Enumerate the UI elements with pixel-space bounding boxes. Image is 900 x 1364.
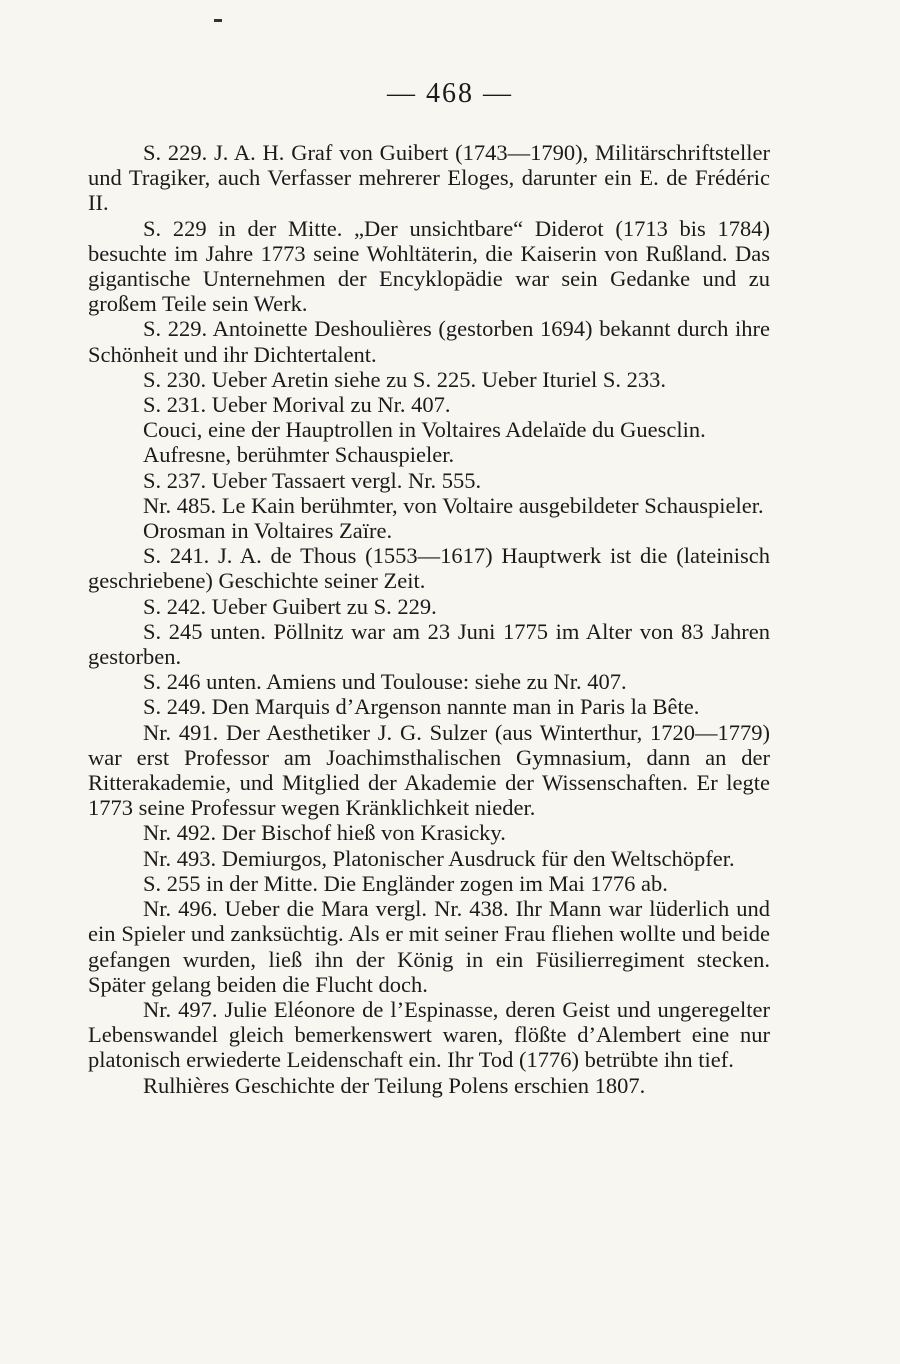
- note-entry: Rulhières Geschichte der Teilung Polens erschien 1807.: [143, 1072, 646, 1098]
- page-number: — 468 —: [387, 78, 513, 109]
- notes-body: [88, 140, 770, 1098]
- note-entry: Aufresne, berühmter Schauspieler.: [143, 442, 455, 468]
- note-entry: S. 241. J. A. de Thous (1553—1617) Hauptwerk ist die (lateinisch geschriebene) Geschichte seiner Zeit.: [88, 543, 770, 594]
- note-entry: S. 249. Den Marquis d’Argenson nannte man in Paris la Bête.: [143, 694, 700, 720]
- note-entry: S. 231. Ueber Morival zu Nr. 407.: [143, 392, 451, 418]
- note-entry: Nr. 493. Demiurgos, Platonischer Ausdruck für den Weltschöpfer.: [143, 845, 735, 871]
- ink-mark: [214, 19, 222, 22]
- note-entry: S. 229 in der Mitte. „Der unsichtbare“ Diderot (1713 bis 1784) besuchte im Jahre 1773 seine Wohltäterin, die Kaiserin von Rußland. Das gigantische Unternehmen der Encyklopädie war sein Gedanke und zu großem Teile sein Werk.: [88, 215, 770, 317]
- note-entry: S. 246 unten. Amiens und Toulouse: siehe zu Nr. 407.: [143, 669, 627, 695]
- note-entry: Nr. 497. Julie Eléonore de l’Espinasse, deren Geist und ungeregelter Lebenswandel gleich bemerkenswert waren, flößte d’Alembert eine nur platonisch erwiederte Leidenschaft ein. Ihr Tod (1776) betrübte ihn tief.: [88, 996, 770, 1073]
- note-entry: Nr. 496. Ueber die Mara vergl. Nr. 438. Ihr Mann war lüderlich und ein Spieler und zanksüchtig. Als er mit seiner Frau fliehen wollte und beide gefangen wurden, ließ ihn der König in ein Füsilierregiment stecken. Später gelang beiden die Flucht doch.: [88, 896, 770, 997]
- note-entry: S. 229. J. A. H. Graf von Guibert (1743—1790), Militärschriftsteller und Tragiker, auch Verfasser mehrerer Eloges, darunter ein E. de Frédéric II.: [88, 140, 770, 216]
- note-entry: S. 230. Ueber Aretin siehe zu S. 225. Ueber Ituriel S. 233.: [143, 366, 667, 392]
- note-entry: S. 255 in der Mitte. Die Engländer zogen im Mai 1776 ab.: [143, 870, 668, 896]
- note-entry: Nr. 492. Der Bischof hieß von Krasicky.: [143, 820, 506, 846]
- note-entry: S. 245 unten. Pöllnitz war am 23 Juni 1775 im Alter von 83 Jahren gestorben.: [88, 618, 770, 670]
- note-entry: S. 242. Ueber Guibert zu S. 229.: [143, 593, 437, 619]
- note-entry: Nr. 491. Der Aesthetiker J. G. Sulzer (aus Winterthur, 1720—1779) war erst Professor am Joachimsthalischen Gymnasium, dann an der Ritterakademie, und Mitglied der Akademie der Wissenschaften. Er legte 1773 seine Professur wegen Kränklichkeit nieder.: [88, 719, 770, 821]
- note-entry: Couci, eine der Hauptrollen in Voltaires Adelaïde du Guesclin.: [143, 417, 706, 443]
- note-entry: Orosman in Voltaires Zaïre.: [143, 518, 393, 544]
- note-entry: S. 237. Ueber Tassaert vergl. Nr. 555.: [143, 467, 482, 493]
- note-entry: S. 229. Antoinette Deshoulières (gestorben 1694) bekannt durch ihre Schönheit und ihr Dichtertalent.: [88, 316, 770, 367]
- note-entry: Nr. 485. Le Kain berühmter, von Voltaire ausgebildeter Schauspieler.: [143, 492, 764, 518]
